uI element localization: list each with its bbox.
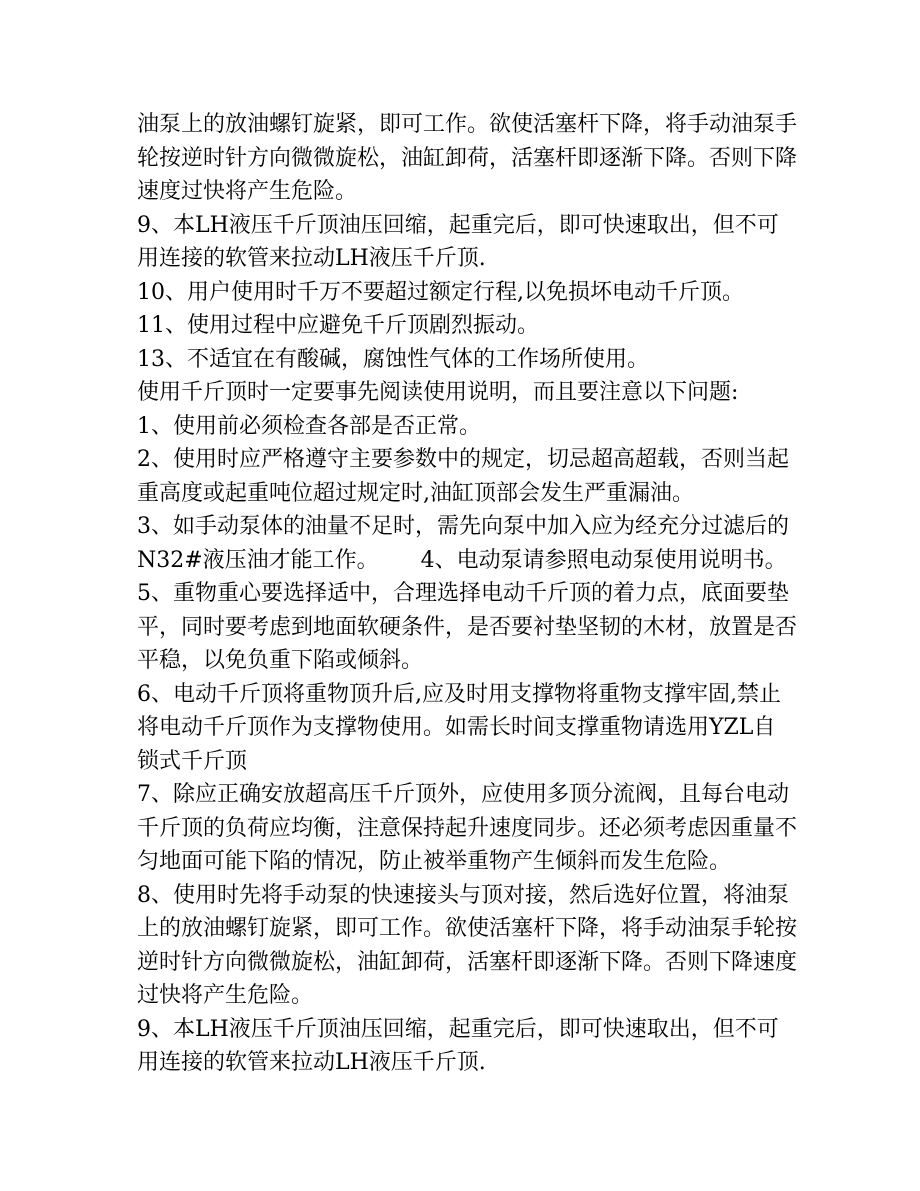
paragraph-item-5: 5、重物重心要选择适中，合理选择电动千斤顶的着力点，底面要垫平，同时要考虑到地面软硬条件，是否要衬垫坚韧的木材，放置是否平稳，以免负重下陷或倾斜。 — [137, 581, 798, 673]
paragraph-item-9: 9、本LH液压千斤顶油压回缩，起重完后，即可快速取出，但不可用连接的软管来拉动LH液压千斤顶. — [137, 212, 779, 271]
paragraph-item-7: 7、除应正确安放超高压千斤顶外，应使用多顶分流阀，且每台电动千斤顶的负荷应均衡，注意保持起升速度同步。还必须考虑因重量不匀地面可能下陷的情况，防止被举重物产生倾斜而发生危险。 — [137, 782, 798, 874]
paragraph-intro: 使用千斤顶时一定要事先阅读使用说明，而且要注意以下问题: — [137, 380, 739, 405]
paragraph-item-2: 2、使用时应严格遵守主要参数中的规定，切忌超高超载，否则当起重高度或起重吨位超过规定时,油缸顶部会发生严重漏油。 — [137, 447, 789, 506]
paragraph-item-6: 6、电动千斤顶将重物顶升后,应及时用支撑物将重物支撑牢固,禁止将电动千斤顶作为支撑物使用。如需长时间支撑重物请选用YZL自锁式千斤顶 — [137, 681, 781, 774]
paragraph-item-13: 13、不适宜在有酸碱，腐蚀性气体的工作场所使用。 — [137, 346, 649, 372]
paragraph-item-10: 10、用户使用时千万不要超过额定行程,以免损坏电动千斤顶。 — [137, 279, 744, 305]
paragraph-item-1: 1、使用前必须检查各部是否正常。 — [137, 413, 481, 439]
document-body — [137, 108, 797, 1080]
paragraph-item-3-4: 3、如手动泵体的油量不足时，需先向泵中加入应为经充分过滤后的N32#液压油才能工作。 4、电动泵请参照电动泵使用说明书。 — [137, 514, 789, 573]
paragraph-item-8: 8、使用时先将手动泵的快速接头与顶对接，然后选好位置，将油泵上的放油螺钉旋紧，即可工作。欲使活塞杆下降，将手动油泵手轮按逆时针方向微微旋松，油缸卸荷，活塞杆即逐渐下降。否则下降速度过快将产生危险。 — [137, 882, 798, 1008]
paragraph-continuation: 油泵上的放油螺钉旋紧，即可工作。欲使活塞杆下降，将手动油泵手轮按逆时针方向微微旋松，油缸卸荷，活塞杆即逐渐下降。否则下降速度过快将产生危险。 — [137, 112, 798, 204]
paragraph-item-11: 11、使用过程中应避免千斤顶剧烈振动。 — [137, 313, 539, 338]
paragraph-item-9-repeat: 9、本LH液压千斤顶油压回缩，起重完后，即可快速取出，但不可用连接的软管来拉动LH液压千斤顶. — [137, 1016, 779, 1075]
